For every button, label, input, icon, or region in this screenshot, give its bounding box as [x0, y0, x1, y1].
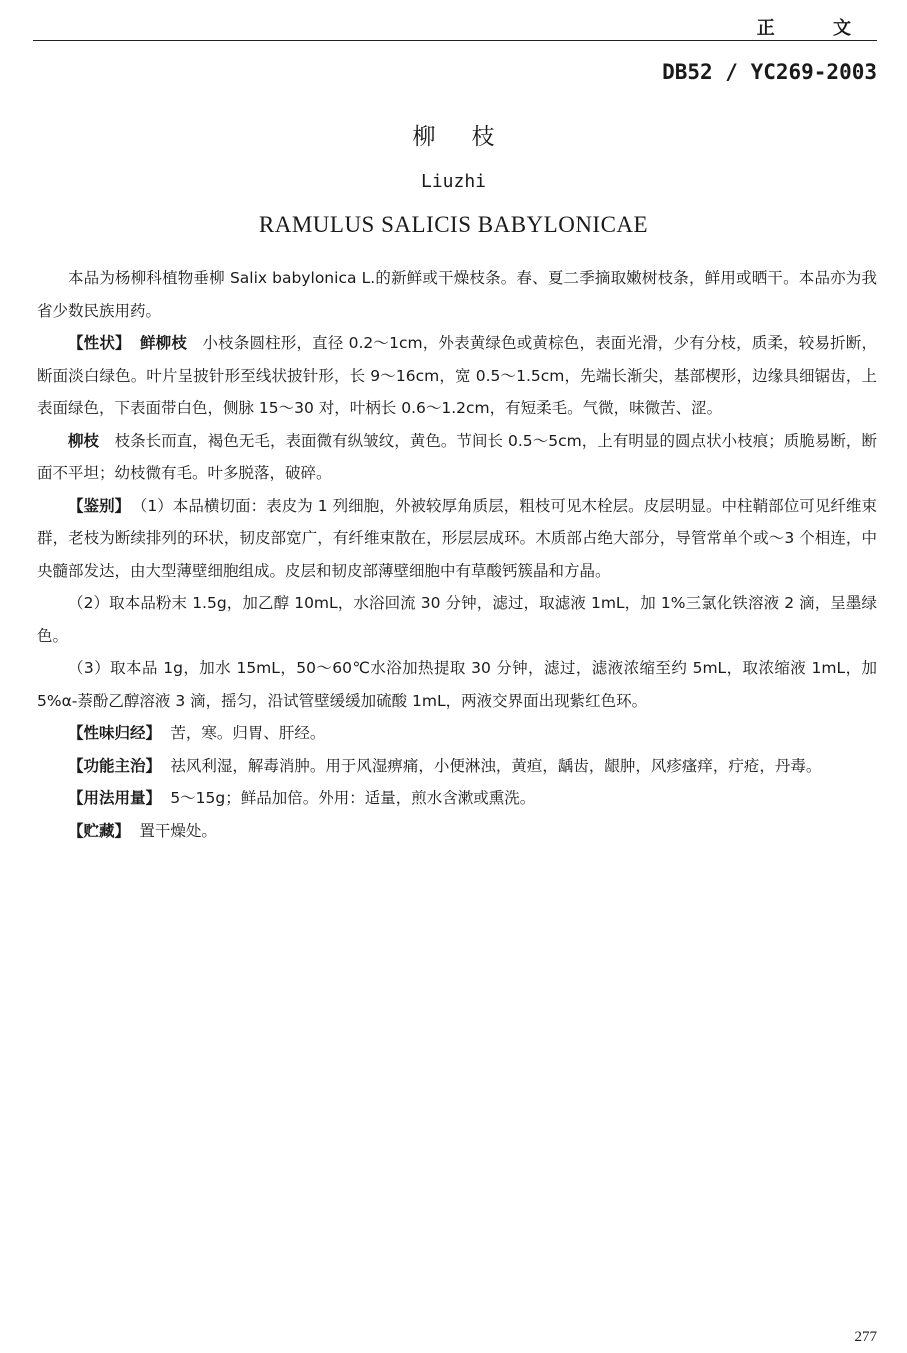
dry-paragraph	[37, 425, 877, 490]
storage-label: 【贮藏】	[68, 821, 131, 840]
function-paragraph	[37, 750, 877, 783]
fresh-label: 鲜柳枝	[139, 334, 187, 352]
function-text: 祛风利湿，解毒消肿。用于风湿痹痛，小便淋浊，黄疸，龋齿，龈肿，风疹瘙痒，疔疮，丹毒。	[170, 756, 822, 775]
monograph-body	[37, 262, 877, 847]
header-rule	[33, 40, 877, 41]
identification-paragraph	[37, 490, 877, 588]
fresh-text: 小枝条圆柱形，直径 0.2～1cm，外表黄绿色或黄棕色，表面光滑，少有分枝，质柔，较易折断，断面淡白绿色。叶片呈披针形至线状披针形，长 9～16cm，宽 0.5～1.5cm，先端长渐尖，基部楔形，边缘具细锯齿，上表面绿色，下表面带白色，侧脉 15～30 对，叶柄长 0.6～1.2cm，有短柔毛。气微，味微苦、涩。	[37, 334, 877, 417]
identification-item-2: （2）取本品粉末 1.5g，加乙醇 10mL，水浴回流 30 分钟，滤过，取滤液 1mL，加 1%三氯化铁溶液 2 滴，呈墨绿色。	[37, 594, 877, 645]
standard-code: DB52 / YC269-2003	[662, 60, 877, 84]
storage-paragraph	[37, 815, 877, 848]
identification-item-1: （1）本品横切面：表皮为 1 列细胞，外被较厚角质层，粗枝可见木栓层。皮层明显。中柱鞘部位可见纤维束群，老枝为断续排列的环状，韧皮部宽广，有纤维束散在，形层层成环。木质部占绝大部分，导管常单个或～3 个相连，中央髓部发达，由大型薄壁细胞组成。皮层和韧皮部薄壁细胞中有草酸钙簇晶和方晶。	[37, 496, 877, 580]
page-number: 277	[854, 1329, 877, 1345]
section-header: 正 文	[756, 18, 877, 39]
dry-label: 柳枝	[68, 431, 100, 450]
usage-text: 5～15g；鲜品加倍。外用：适量，煎水含漱或熏洗。	[170, 789, 536, 807]
title-latin: RAMULUS SALICIS BABYLONICAE	[258, 212, 649, 237]
title-chinese: 柳枝	[412, 124, 531, 150]
usage-label: 【用法用量】	[68, 789, 162, 807]
identification-label: 【鉴别】	[68, 496, 131, 515]
nature-label: 【性味归经】	[68, 724, 162, 742]
nature-text: 苦，寒。归胃、肝经。	[170, 724, 326, 742]
storage-text: 置干燥处。	[139, 821, 217, 840]
identification-item-3: （3）取本品 1g，加水 15mL，50～60℃水浴加热提取 30 分钟，滤过，滤液浓缩至约 5mL，取浓缩液 1mL，加 5%α-萘酚乙醇溶液 3 滴，摇匀，沿试管壁缓缓加硫酸 1mL，两液交界面出现紫红色环。	[37, 659, 877, 710]
title-pinyin: Liuzhi	[420, 171, 487, 192]
characters-label: 【性状】	[68, 334, 131, 352]
nature-paragraph	[37, 717, 877, 750]
usage-paragraph	[37, 782, 877, 815]
dry-text: 枝条长而直，褐色无毛，表面微有纵皱纹，黄色。节间长 0.5～5cm，上有明显的圆点状小枝痕；质脆易断，断面不平坦；幼枝微有毛。叶多脱落，破碎。	[37, 431, 877, 482]
function-label: 【功能主治】	[68, 756, 162, 775]
intro-paragraph: 本品为杨柳科植物垂柳 Salix babylonica L.的新鲜或干燥枝条。春、夏二季摘取嫩树枝条，鲜用或晒干。本品亦为我省少数民族用药。	[37, 269, 877, 320]
characters-paragraph	[37, 327, 877, 425]
